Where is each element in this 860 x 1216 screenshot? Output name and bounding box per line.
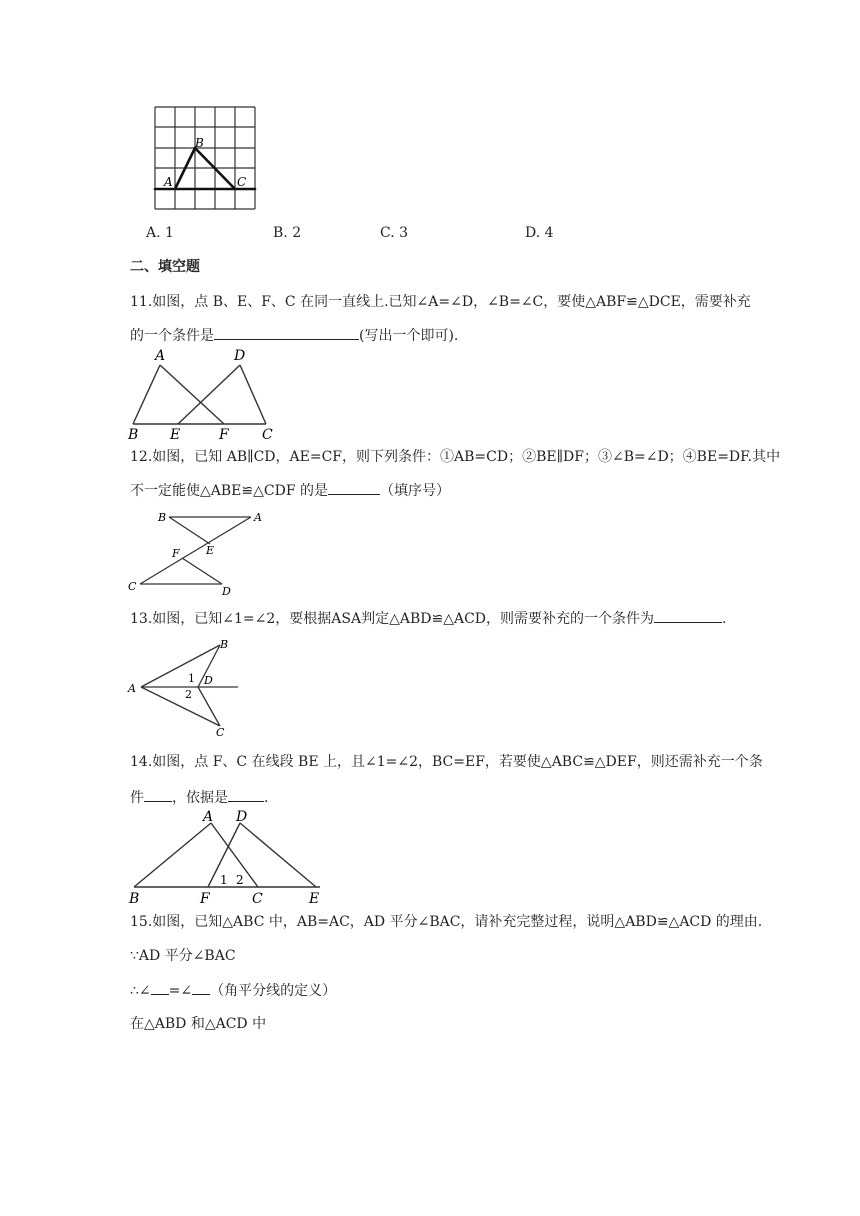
choice-b: B. 2 bbox=[273, 225, 302, 241]
q13-label-1: 1 bbox=[188, 672, 195, 685]
grid-figure bbox=[150, 104, 260, 212]
q11-label-f: F bbox=[219, 427, 229, 442]
grid-label-c: C bbox=[237, 175, 247, 189]
q15-line1: 15.如图，已知△ABC 中，AB=AC，AD 平分∠BAC，请补充完整过程，说明△ABD≌△ACD 的理由. bbox=[130, 914, 763, 930]
q12-label-d: D bbox=[222, 585, 231, 598]
q14-blank-condition[interactable] bbox=[144, 787, 172, 802]
q13-figure bbox=[126, 636, 242, 736]
q11-line1: 11.如图，点 B、E、F、C 在同一直线上.已知∠A=∠D，∠B=∠C，要使△ABF≌△DCE，需要补充 bbox=[130, 294, 751, 310]
q11-label-e: E bbox=[170, 427, 181, 442]
q12-label-b: B bbox=[158, 511, 167, 524]
q13-label-d: D bbox=[204, 674, 213, 687]
q12-line2-pre: 不一定能使△ABE≌△CDF 的是 bbox=[130, 483, 328, 499]
q13-label-c: C bbox=[216, 726, 225, 736]
q11-label-b: B bbox=[128, 427, 139, 442]
q11-line2 bbox=[130, 325, 458, 346]
q12-label-f: F bbox=[172, 547, 180, 560]
q13-line1 bbox=[130, 608, 726, 629]
q12-line2 bbox=[130, 480, 450, 501]
q13-label-a: A bbox=[128, 682, 136, 695]
q15-line3 bbox=[130, 980, 336, 1001]
q11-line2-post: (写出一个即可). bbox=[359, 328, 459, 344]
q15-line2: ∵AD 平分∠BAC bbox=[130, 948, 236, 964]
q12-answer-blank[interactable] bbox=[328, 480, 380, 495]
q14-label-a: A bbox=[203, 809, 214, 825]
q14-label-d: D bbox=[236, 809, 248, 825]
q12-line1: 12.如图，已知 AB∥CD，AE=CF，则下列条件：①AB=CD；②BE∥DF；③∠B=∠D；④BE=DF.其中 bbox=[130, 449, 781, 465]
q13-line1-post: . bbox=[722, 611, 727, 627]
q15-line3-b: =∠ bbox=[168, 983, 193, 999]
q11-label-a: A bbox=[155, 348, 166, 364]
q13-answer-blank[interactable] bbox=[654, 608, 722, 623]
q14-line2-c: . bbox=[264, 790, 269, 806]
q11-answer-blank[interactable] bbox=[214, 325, 359, 340]
q15-line4: 在△ABD 和△ACD 中 bbox=[130, 1016, 267, 1032]
section-title: 二、填空题 bbox=[130, 259, 200, 275]
grid-label-b: B bbox=[195, 136, 204, 150]
q15-blank-angle1[interactable] bbox=[151, 980, 169, 995]
q11-figure bbox=[126, 344, 276, 442]
q14-label-2: 2 bbox=[236, 873, 244, 887]
q14-label-f: F bbox=[200, 891, 210, 906]
q12-figure bbox=[124, 506, 269, 598]
q15-blank-angle2[interactable] bbox=[192, 980, 210, 995]
q14-line2-b: ，依据是 bbox=[172, 790, 228, 806]
q14-line2-a: 件 bbox=[130, 790, 144, 806]
q14-line1: 14.如图，点 F、C 在线段 BE 上，且∠1=∠2，BC=EF，若要使△ABC≌△DEF，则还需补充一个条 bbox=[130, 754, 763, 770]
q15-line3-a: ∴∠ bbox=[130, 983, 151, 999]
q14-line2 bbox=[130, 787, 268, 808]
q13-label-2: 2 bbox=[185, 688, 192, 701]
q14-figure bbox=[126, 806, 326, 906]
q13-line1-pre: 13.如图，已知∠1=∠2，要根据ASA判定△ABD≌△ACD，则需要补充的一个条件为 bbox=[130, 611, 655, 627]
q14-label-c: C bbox=[252, 891, 263, 906]
q11-line2-pre: 的一个条件是 bbox=[130, 328, 214, 344]
choice-a: A. 1 bbox=[146, 225, 174, 241]
grid-label-a: A bbox=[164, 175, 173, 189]
q12-label-e: E bbox=[206, 544, 215, 557]
q12-label-a: A bbox=[254, 511, 262, 524]
choice-c: C. 3 bbox=[380, 225, 409, 241]
q14-label-e: E bbox=[309, 891, 320, 906]
q11-label-c: C bbox=[262, 427, 273, 442]
q12-line2-post: （填序号） bbox=[379, 483, 450, 499]
q12-label-c: C bbox=[128, 580, 137, 593]
q11-label-d: D bbox=[234, 348, 246, 364]
q13-label-b: B bbox=[220, 638, 229, 651]
q14-blank-basis[interactable] bbox=[228, 787, 264, 802]
q15-line3-c: （角平分线的定义） bbox=[210, 983, 337, 999]
choice-d: D. 4 bbox=[525, 225, 554, 241]
q14-label-b: B bbox=[129, 891, 140, 906]
q14-label-1: 1 bbox=[220, 873, 228, 887]
